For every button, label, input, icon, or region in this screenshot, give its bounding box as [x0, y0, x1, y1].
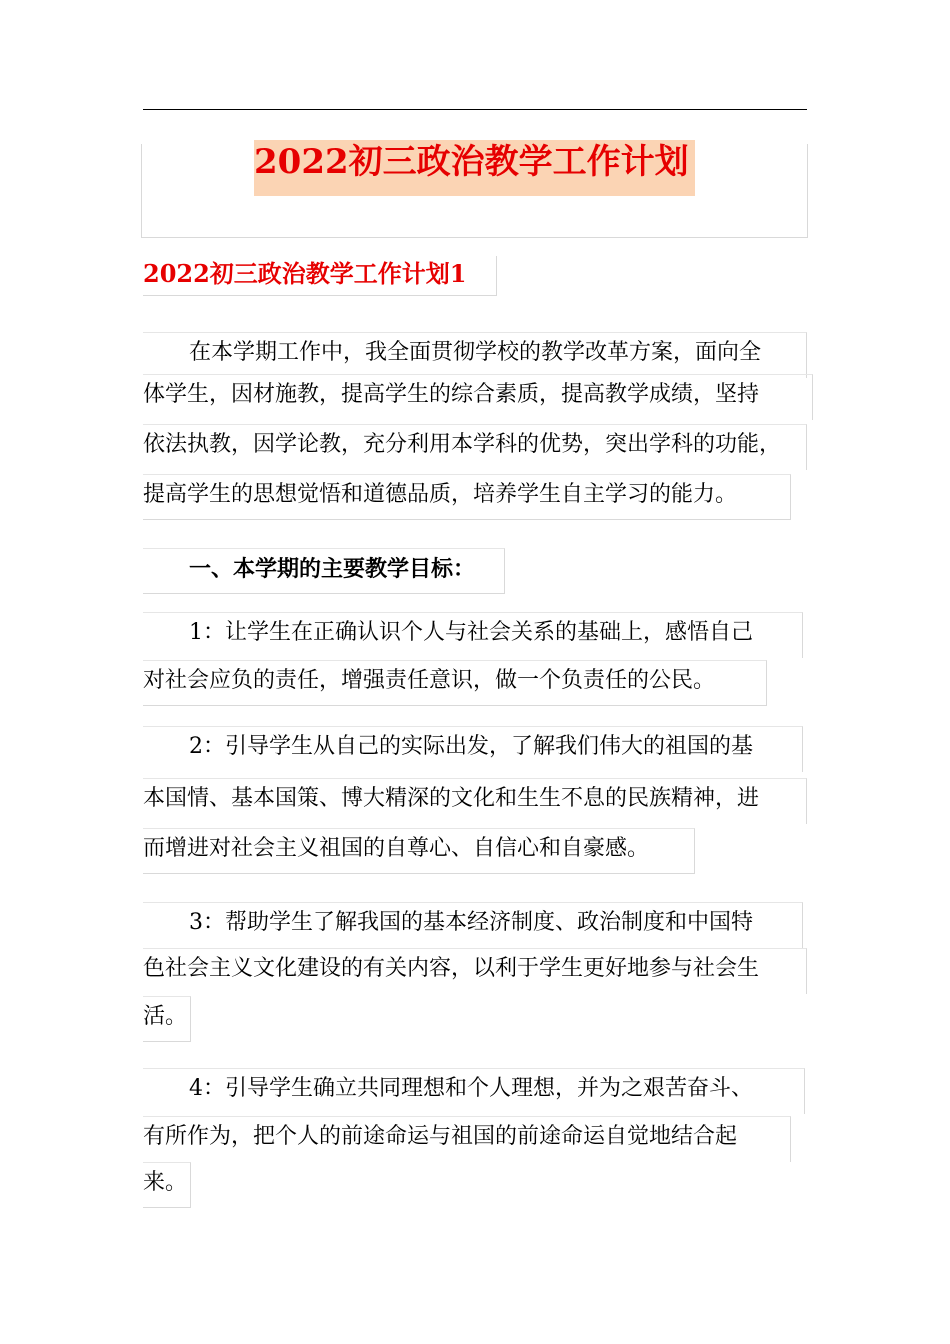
intro-line: 体学生，因材施教，提高学生的综合素质，提高教学成绩，坚持 — [143, 374, 813, 420]
intro-line: 在本学期工作中，我全面贯彻学校的教学改革方案，面向全 — [143, 332, 807, 378]
goal-2-line: 而增进对社会主义祖国的自尊心、自信心和自豪感。 — [143, 828, 695, 874]
goal-4-line: 4：引导学生确立共同理想和个人理想，并为之艰苦奋斗、 — [143, 1068, 805, 1114]
goals-heading: 一、本学期的主要教学目标： — [143, 548, 505, 594]
section-heading: 2022初三政治教学工作计划1 — [143, 256, 497, 296]
goal-3-line: 活。 — [143, 996, 191, 1042]
goal-4-line: 有所作为，把个人的前途命运与祖国的前途命运自觉地结合起 — [143, 1116, 791, 1162]
goal-3-line: 3：帮助学生了解我国的基本经济制度、政治制度和中国特 — [143, 902, 803, 948]
intro-line: 提高学生的思想觉悟和道德品质，培养学生自主学习的能力。 — [143, 474, 791, 520]
goal-2-line: 本国情、基本国策、博大精深的文化和生生不息的民族精神，进 — [143, 778, 807, 824]
goal-2-line: 2：引导学生从自己的实际出发，了解我们伟大的祖国的基 — [143, 726, 803, 772]
intro-line: 依法执教，因学论教，充分利用本学科的优势，突出学科的功能， — [143, 424, 807, 470]
goal-1-line: 1：让学生在正确认识个人与社会关系的基础上，感悟自己 — [143, 612, 803, 658]
goal-3-line: 色社会主义文化建设的有关内容，以利于学生更好地参与社会生 — [143, 948, 807, 994]
goal-4-line: 来。 — [143, 1162, 191, 1208]
document-title: 2022初三政治教学工作计划 — [254, 140, 695, 196]
goal-1-line: 对社会应负的责任，增强责任意识，做一个负责任的公民。 — [143, 660, 767, 706]
header-rule — [143, 109, 807, 110]
